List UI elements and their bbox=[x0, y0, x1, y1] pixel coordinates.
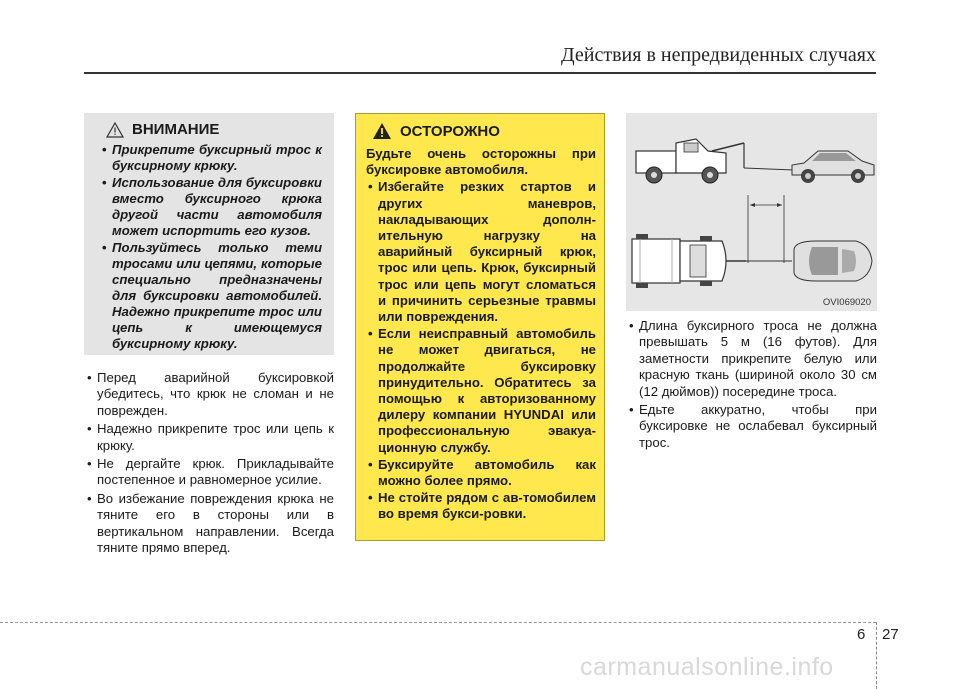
right-list-item: • Длина буксирного троса не должна превышать 5 м (16 футов). Для заметности прикрепите белую или красную ткань (шириной около 30 см (12 дюймов)) посередине троса. bbox=[626, 318, 877, 400]
warning-box bbox=[355, 113, 605, 541]
right-bullet-list bbox=[626, 318, 877, 453]
warning-title-row bbox=[372, 122, 596, 140]
warning-intro: Будьте очень осторожны при буксировке автомобиля. bbox=[366, 146, 596, 178]
left-list-item: • Перед аварийной буксировкой убедитесь, что крюк не сломан и не поврежден. bbox=[84, 370, 334, 419]
caution-item: • Использование для буксировки вместо буксирного крюка другой части автомобиля может испортить его кузов. bbox=[98, 175, 322, 239]
caution-triangle-icon bbox=[106, 122, 124, 138]
footer-divider bbox=[876, 622, 877, 689]
footer-rule bbox=[0, 622, 876, 623]
warning-list bbox=[366, 179, 596, 522]
watermark: carmanualsonline.info bbox=[580, 653, 834, 681]
header-rule bbox=[84, 72, 876, 74]
page-header-title: Действия в непредвиденных случаях bbox=[561, 44, 876, 66]
caution-title-row bbox=[106, 121, 322, 138]
left-list-item: • Не дергайте крюк. Прикладывайте постепенное и равномерное усилие. bbox=[84, 456, 334, 489]
tow-truck-side-icon bbox=[636, 139, 744, 183]
caution-item: • Пользуйтесь только теми тросами или цепями, которые специально предназначены для буксировки автомобилей. Надежно прикрепите трос или цепь к имеющемуся буксирному крюку. bbox=[98, 240, 322, 352]
caution-list bbox=[98, 142, 322, 352]
caution-title: ВНИМАНИЕ bbox=[132, 121, 220, 138]
left-list-item: • Во избежание повреждения крюка не тяните его в стороны или в вертикальном направлении. Всегда тяните прямо вперед. bbox=[84, 491, 334, 557]
tow-truck-diagram bbox=[626, 113, 877, 311]
warning-triangle-icon bbox=[372, 122, 392, 140]
page-number: 27 bbox=[882, 626, 899, 643]
tow-truck-top-icon bbox=[632, 234, 746, 288]
warning-item: • Не стойте рядом с ав-томобилем во время букси-ровки. bbox=[366, 490, 596, 522]
towing-illustration bbox=[626, 113, 877, 311]
warning-title: ОСТОРОЖНО bbox=[400, 122, 500, 140]
caution-box bbox=[84, 113, 334, 355]
caution-item: • Прикрепите буксирный трос к буксирному крюку. bbox=[98, 142, 322, 174]
warning-item: • Если неисправный автомобиль не может двигаться, не продолжайте буксировку принудительно. Обратитесь за помощью к авторизованному дилеру компании HYUNDAI или профессиональную эвакуа-ционную службу. bbox=[366, 326, 596, 456]
figure-code: OVI069020 bbox=[822, 297, 871, 308]
chapter-number: 6 bbox=[857, 626, 866, 643]
left-bullet-list bbox=[84, 370, 334, 558]
warning-item: • Избегайте резких стартов и других маневров, накладывающих дополн-ительную нагрузку на аварийный буксирный крюк, трос или цепь. Крюк, буксирный трос или цепь могут сломаться и причинить серьезные травмы или повреждения. bbox=[366, 179, 596, 325]
sedan-side-icon bbox=[792, 151, 874, 183]
warning-item: • Буксируйте автомобиль как можно более прямо. bbox=[366, 457, 596, 489]
sedan-top-icon bbox=[794, 241, 872, 281]
right-list-item: • Едьте аккуратно, чтобы при буксировке не ослабевал буксирный трос. bbox=[626, 402, 877, 451]
left-list-item: • Надежно прикрепите трос или цепь к крюку. bbox=[84, 421, 334, 454]
